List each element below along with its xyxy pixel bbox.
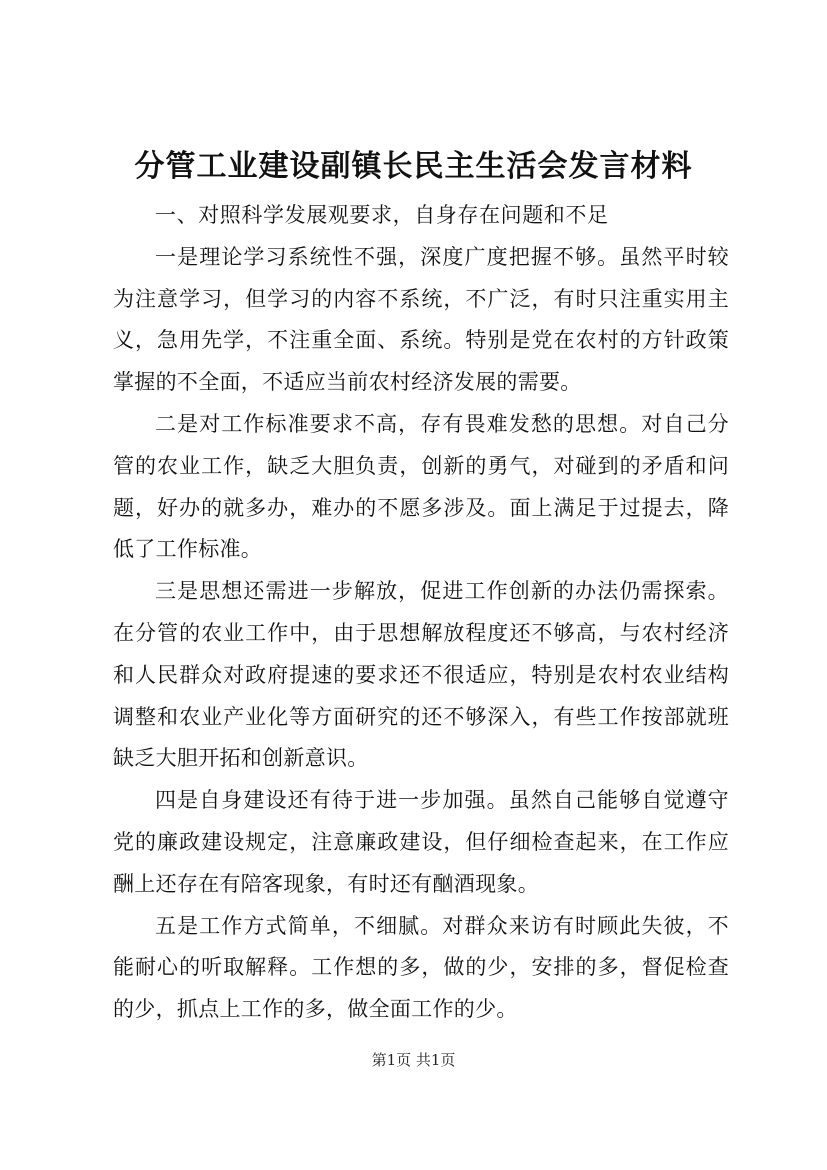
paragraph-1: 一是理论学习系统性不强，深度广度把握不够。虽然平时较为注意学习，但学习的内容不系统，不广泛，有时只注重实用主义，急用先学，不注重全面、系统。特别是党在农村的方针政策掌握的不全面，不适应当前农村经济发展的需要。 xyxy=(113,244,729,395)
paragraph-3: 三是思想还需进一步解放，促进工作创新的办法仍需探索。在分管的农业工作中，由于思想解放程度还不够高，与农村经济和人民群众对政府提速的要求还不很适应，特别是农村农业结构调整和农业产业化等方面研究的还不够深入，有些工作按部就班缺乏大胆开拓和创新意识。 xyxy=(113,579,729,771)
paragraph-2: 二是对工作标准要求不高，存有畏难发愁的思想。对自己分管的农业工作，缺乏大胆负责，创新的勇气，对碰到的矛盾和问题，好办的就多办，难办的不愿多涉及。面上满足于过提去，降低了工作标准。 xyxy=(113,411,729,562)
paragraph-5: 五是工作方式简单，不细腻。对群众来访有时顾此失彼，不能耐心的听取解释。工作想的多，做的少，安排的多，督促检查的少，抓点上工作的多，做全面工作的少。 xyxy=(113,913,729,1022)
page-footer: 第1页 共1页 xyxy=(371,1051,456,1069)
document-body xyxy=(113,195,729,1031)
document-title: 分管工业建设副镇长民主生活会发言材料 xyxy=(134,149,693,184)
paragraph-4: 四是自身建设还有待于进一步加强。虽然自己能够自觉遵守党的廉政建设规定，注意廉政建设，但仔细检查起来，在工作应酬上还存在有陪客现象，有时还有酗酒现象。 xyxy=(113,788,729,896)
section-heading: 一、对照科学发展观要求，自身存在问题和不足 xyxy=(155,203,609,227)
